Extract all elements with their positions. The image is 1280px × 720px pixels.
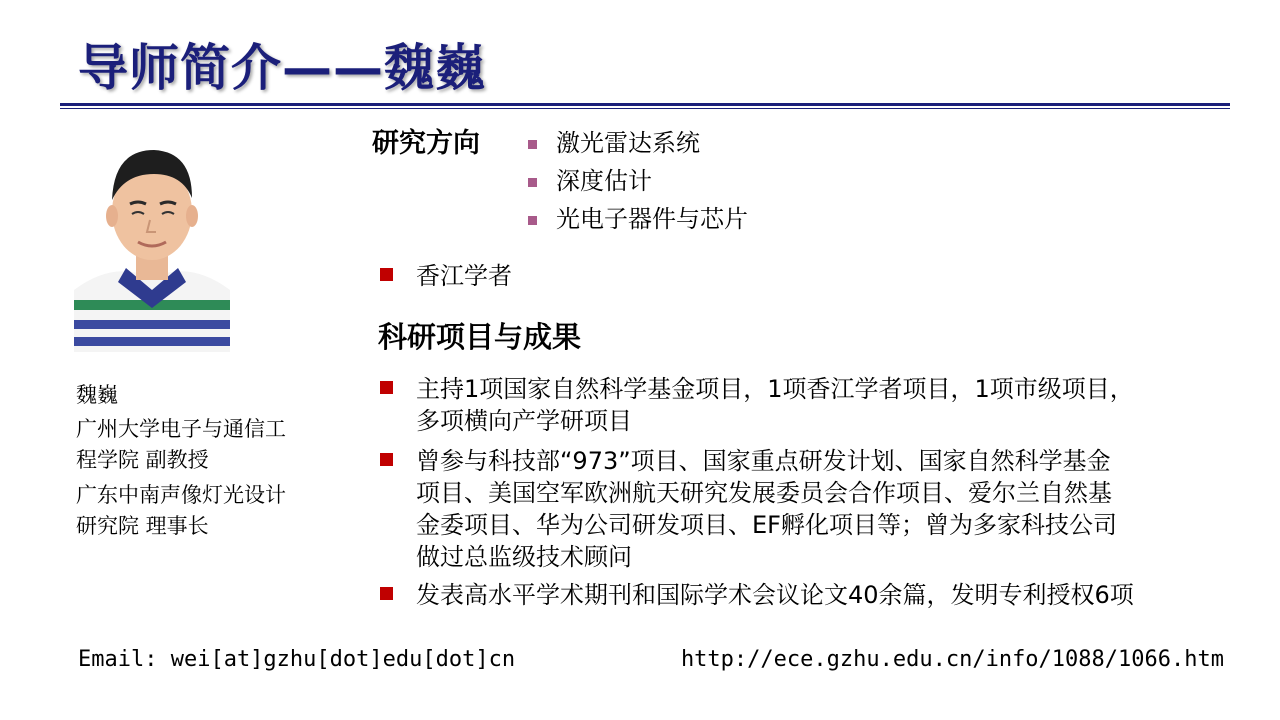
- project-line: 曾参与科技部“973”项目、国家重点研发计划、国家自然科学基金: [416, 447, 1111, 475]
- project-line: 发表高水平学术期刊和国际学术会议论文40余篇，发明专利授权6项: [416, 581, 1134, 609]
- slide-title: 导师简介——魏巍: [78, 39, 486, 97]
- organization-line-1: 广东中南声像灯光设计: [76, 483, 286, 507]
- affiliation-line-2: 程学院 副教授: [76, 448, 209, 472]
- project-line: 金委项目、华为公司研发项目、EF孵化项目等；曾为多家科技公司: [416, 511, 1117, 539]
- affiliation-line-1: 广州大学电子与通信工: [76, 417, 286, 441]
- profile-name: 魏巍: [76, 383, 118, 407]
- project-line: 做过总监级技术顾问: [416, 543, 632, 571]
- footer-url[interactable]: http://ece.gzhu.edu.cn/info/1088/1066.htm: [680, 647, 1224, 672]
- project-line: 多项横向产学研项目: [416, 407, 632, 435]
- square-bullet-icon: [380, 587, 393, 600]
- research-list: [528, 124, 748, 238]
- research-item: [528, 162, 748, 200]
- research-item: [528, 124, 748, 162]
- square-bullet-icon: [380, 453, 393, 466]
- square-bullet-icon: [528, 178, 537, 187]
- research-heading: 研究方向: [372, 128, 480, 159]
- square-bullet-icon: [380, 268, 393, 281]
- title-divider-thick: [60, 103, 1230, 106]
- research-item: [528, 200, 748, 238]
- square-bullet-icon: [528, 216, 537, 225]
- project-line: 主持1项国家自然科学基金项目，1项香江学者项目，1项市级项目，: [416, 375, 1134, 403]
- project-line: 项目、美国空军欧洲航天研究发展委员会合作项目、爱尔兰自然基: [416, 479, 1112, 507]
- title-divider-thin: [60, 108, 1230, 109]
- research-item-label: 光电子器件与芯片: [556, 205, 748, 233]
- square-bullet-icon: [380, 381, 393, 394]
- profile-bio: [76, 380, 326, 546]
- profile-photo: [74, 140, 230, 352]
- square-bullet-icon: [528, 140, 537, 149]
- research-item-label: 激光雷达系统: [556, 129, 700, 157]
- projects-heading: 科研项目与成果: [378, 320, 582, 354]
- organization-line-2: 研究院 理事长: [76, 514, 209, 538]
- profile-organization: [76, 480, 326, 542]
- honor-text: 香江学者: [416, 262, 512, 290]
- profile-affiliation: [76, 414, 326, 476]
- research-item-label: 深度估计: [556, 167, 652, 195]
- footer-email: Email: wei[at]gzhu[dot]edu[dot]cn: [78, 647, 516, 672]
